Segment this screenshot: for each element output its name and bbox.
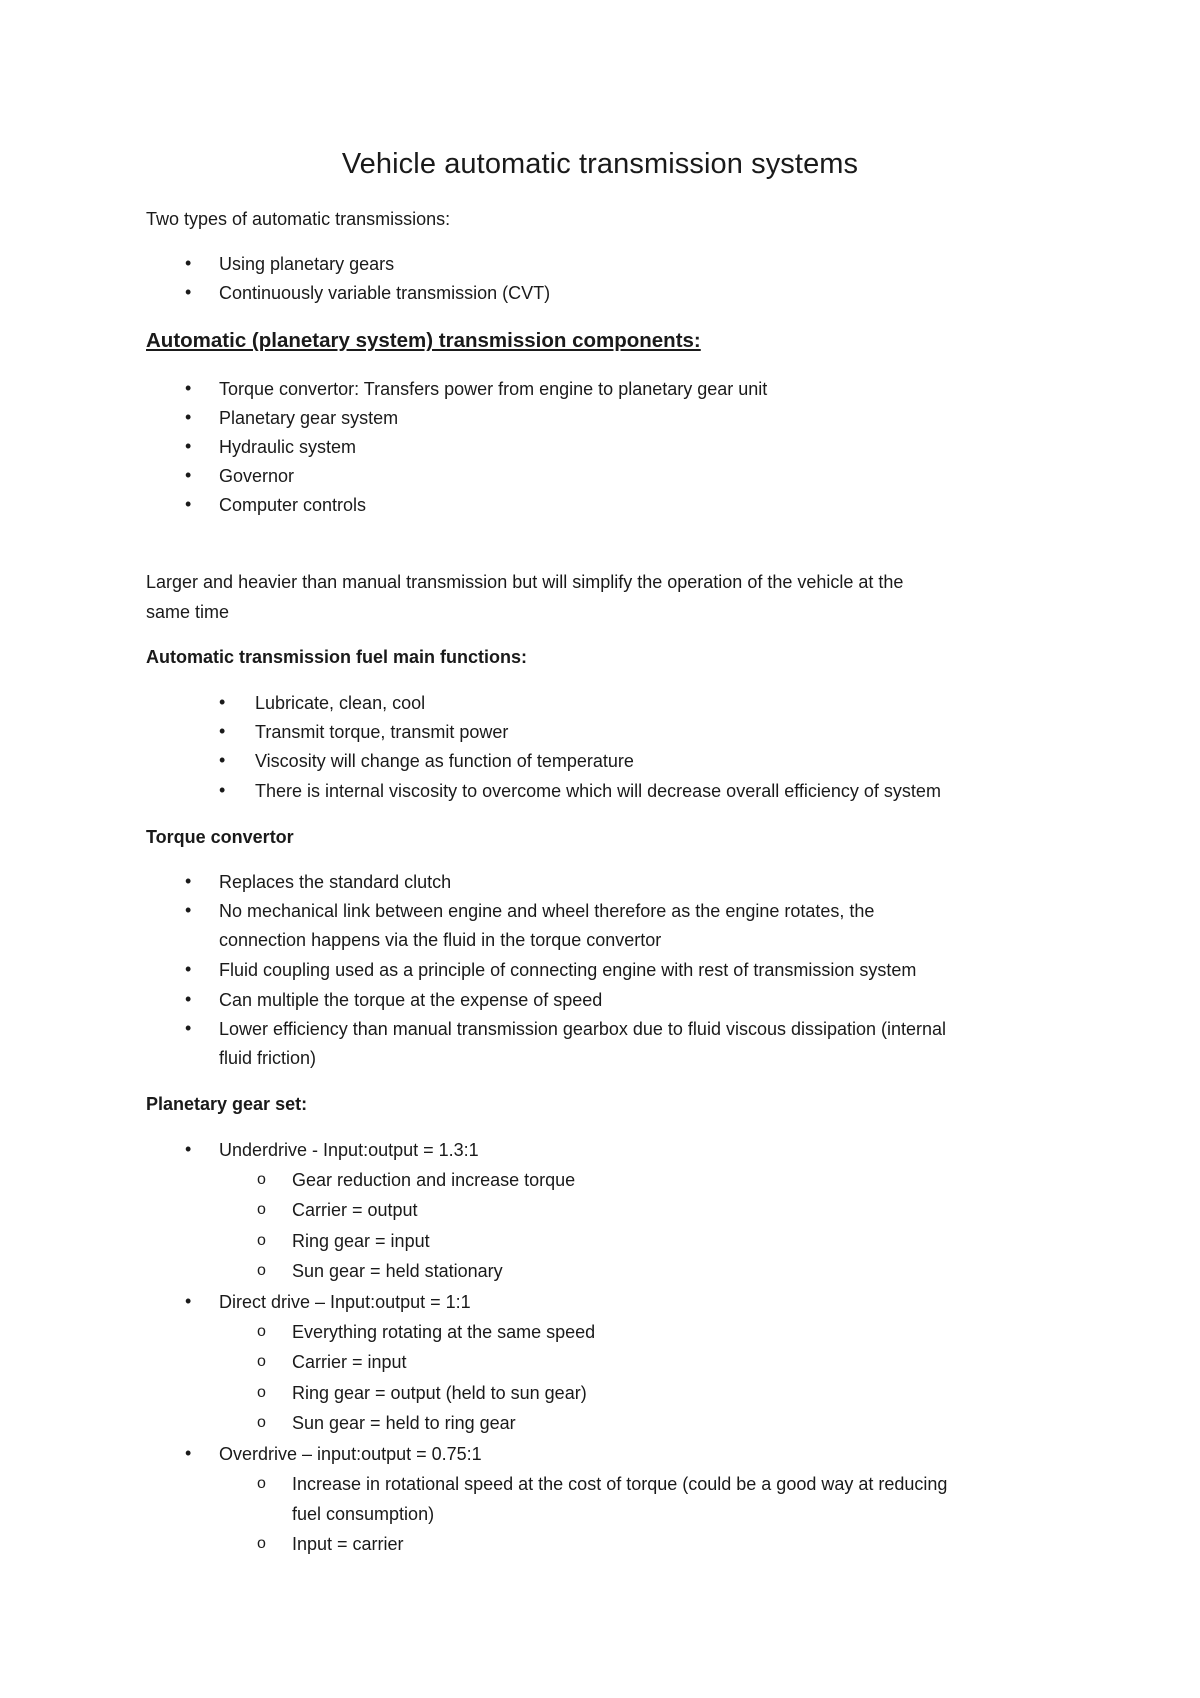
list-item: Replaces the standard clutch bbox=[219, 872, 452, 892]
list-item: Viscosity will change as function of temperature bbox=[255, 751, 634, 771]
bullet-icon: • bbox=[185, 959, 192, 979]
list-item: Using planetary gears bbox=[219, 254, 395, 274]
bullet-icon: • bbox=[219, 692, 226, 712]
section-heading: Automatic (planetary system) transmission components: bbox=[146, 329, 701, 352]
document-title: Vehicle automatic transmission systems bbox=[341, 148, 859, 180]
bullet-icon: • bbox=[185, 1291, 192, 1311]
sub-list-item: Ring gear = output (held to sun gear) bbox=[292, 1383, 587, 1403]
sub-bullet-icon: o bbox=[257, 1475, 266, 1492]
list-item: Transmit torque, transmit power bbox=[255, 722, 509, 742]
sub-bullet-icon: o bbox=[257, 1414, 266, 1431]
sub-bullet-icon: o bbox=[257, 1262, 266, 1279]
sub-list-item: Input = carrier bbox=[292, 1534, 404, 1554]
bullet-icon: • bbox=[185, 253, 192, 273]
bullet-icon: • bbox=[185, 871, 192, 891]
list-item-continuation: connection happens via the fluid in the torque convertor bbox=[219, 930, 662, 950]
bullet-icon: • bbox=[185, 407, 192, 427]
sub-bullet-icon: o bbox=[257, 1232, 266, 1249]
list-item: Direct drive – Input:output = 1:1 bbox=[219, 1292, 471, 1312]
bullet-icon: • bbox=[185, 282, 192, 302]
list-item: Fluid coupling used as a principle of connecting engine with rest of transmission system bbox=[219, 960, 917, 980]
bullet-icon: • bbox=[185, 1443, 192, 1463]
list-item: Computer controls bbox=[219, 495, 367, 515]
sub-bullet-icon: o bbox=[257, 1353, 266, 1370]
bullet-icon: • bbox=[185, 494, 192, 514]
section-heading: Automatic transmission fuel main functions: bbox=[146, 647, 528, 667]
bullet-icon: • bbox=[185, 378, 192, 398]
sub-bullet-icon: o bbox=[257, 1323, 266, 1340]
list-item: Governor bbox=[219, 466, 295, 486]
list-item: Planetary gear system bbox=[219, 408, 399, 428]
paragraph-line: same time bbox=[146, 602, 230, 622]
list-item: Underdrive - Input:output = 1.3:1 bbox=[219, 1140, 479, 1160]
sub-list-item: Increase in rotational speed at the cost of torque (could be a good way at reducing bbox=[292, 1474, 948, 1494]
sub-list-item: Sun gear = held stationary bbox=[292, 1261, 503, 1281]
sub-bullet-icon: o bbox=[257, 1535, 266, 1552]
section-heading: Torque convertor bbox=[146, 827, 294, 847]
list-item: Torque convertor: Transfers power from engine to planetary gear unit bbox=[219, 379, 768, 399]
bullet-icon: • bbox=[219, 780, 226, 800]
sub-list-item: Ring gear = input bbox=[292, 1231, 430, 1251]
list-item: There is internal viscosity to overcome which will decrease overall efficiency of system bbox=[255, 781, 941, 801]
bullet-icon: • bbox=[185, 900, 192, 920]
list-item: Continuously variable transmission (CVT) bbox=[219, 283, 551, 303]
sub-bullet-icon: o bbox=[257, 1201, 266, 1218]
bullet-icon: • bbox=[185, 989, 192, 1009]
bullet-icon: • bbox=[219, 721, 226, 741]
bullet-icon: • bbox=[185, 1018, 192, 1038]
list-item: Overdrive – input:output = 0.75:1 bbox=[219, 1444, 482, 1464]
section-heading: Planetary gear set: bbox=[146, 1094, 308, 1114]
bullet-icon: • bbox=[219, 750, 226, 770]
list-item: Lower efficiency than manual transmission gearbox due to fluid viscous dissipation (internal bbox=[219, 1019, 947, 1039]
sub-list-item: Carrier = output bbox=[292, 1200, 418, 1220]
sub-list-item: Carrier = input bbox=[292, 1352, 407, 1372]
sub-list-item: Gear reduction and increase torque bbox=[292, 1170, 576, 1190]
bullet-icon: • bbox=[185, 465, 192, 485]
sub-bullet-icon: o bbox=[257, 1171, 266, 1188]
list-item: No mechanical link between engine and wheel therefore as the engine rotates, the bbox=[219, 901, 875, 921]
paragraph-line: Larger and heavier than manual transmission but will simplify the operation of the vehicle at the bbox=[146, 572, 904, 592]
bullet-icon: • bbox=[185, 1139, 192, 1159]
list-item: Can multiple the torque at the expense of speed bbox=[219, 990, 603, 1010]
sub-list-item: Everything rotating at the same speed bbox=[292, 1322, 596, 1342]
list-item-continuation: fluid friction) bbox=[219, 1048, 317, 1068]
bullet-icon: • bbox=[185, 436, 192, 456]
list-item: Lubricate, clean, cool bbox=[255, 693, 426, 713]
sub-list-item: Sun gear = held to ring gear bbox=[292, 1413, 516, 1433]
intro-text: Two types of automatic transmissions: bbox=[146, 209, 451, 229]
list-item: Hydraulic system bbox=[219, 437, 357, 457]
sub-list-item-continuation: fuel consumption) bbox=[292, 1504, 435, 1524]
sub-bullet-icon: o bbox=[257, 1384, 266, 1401]
